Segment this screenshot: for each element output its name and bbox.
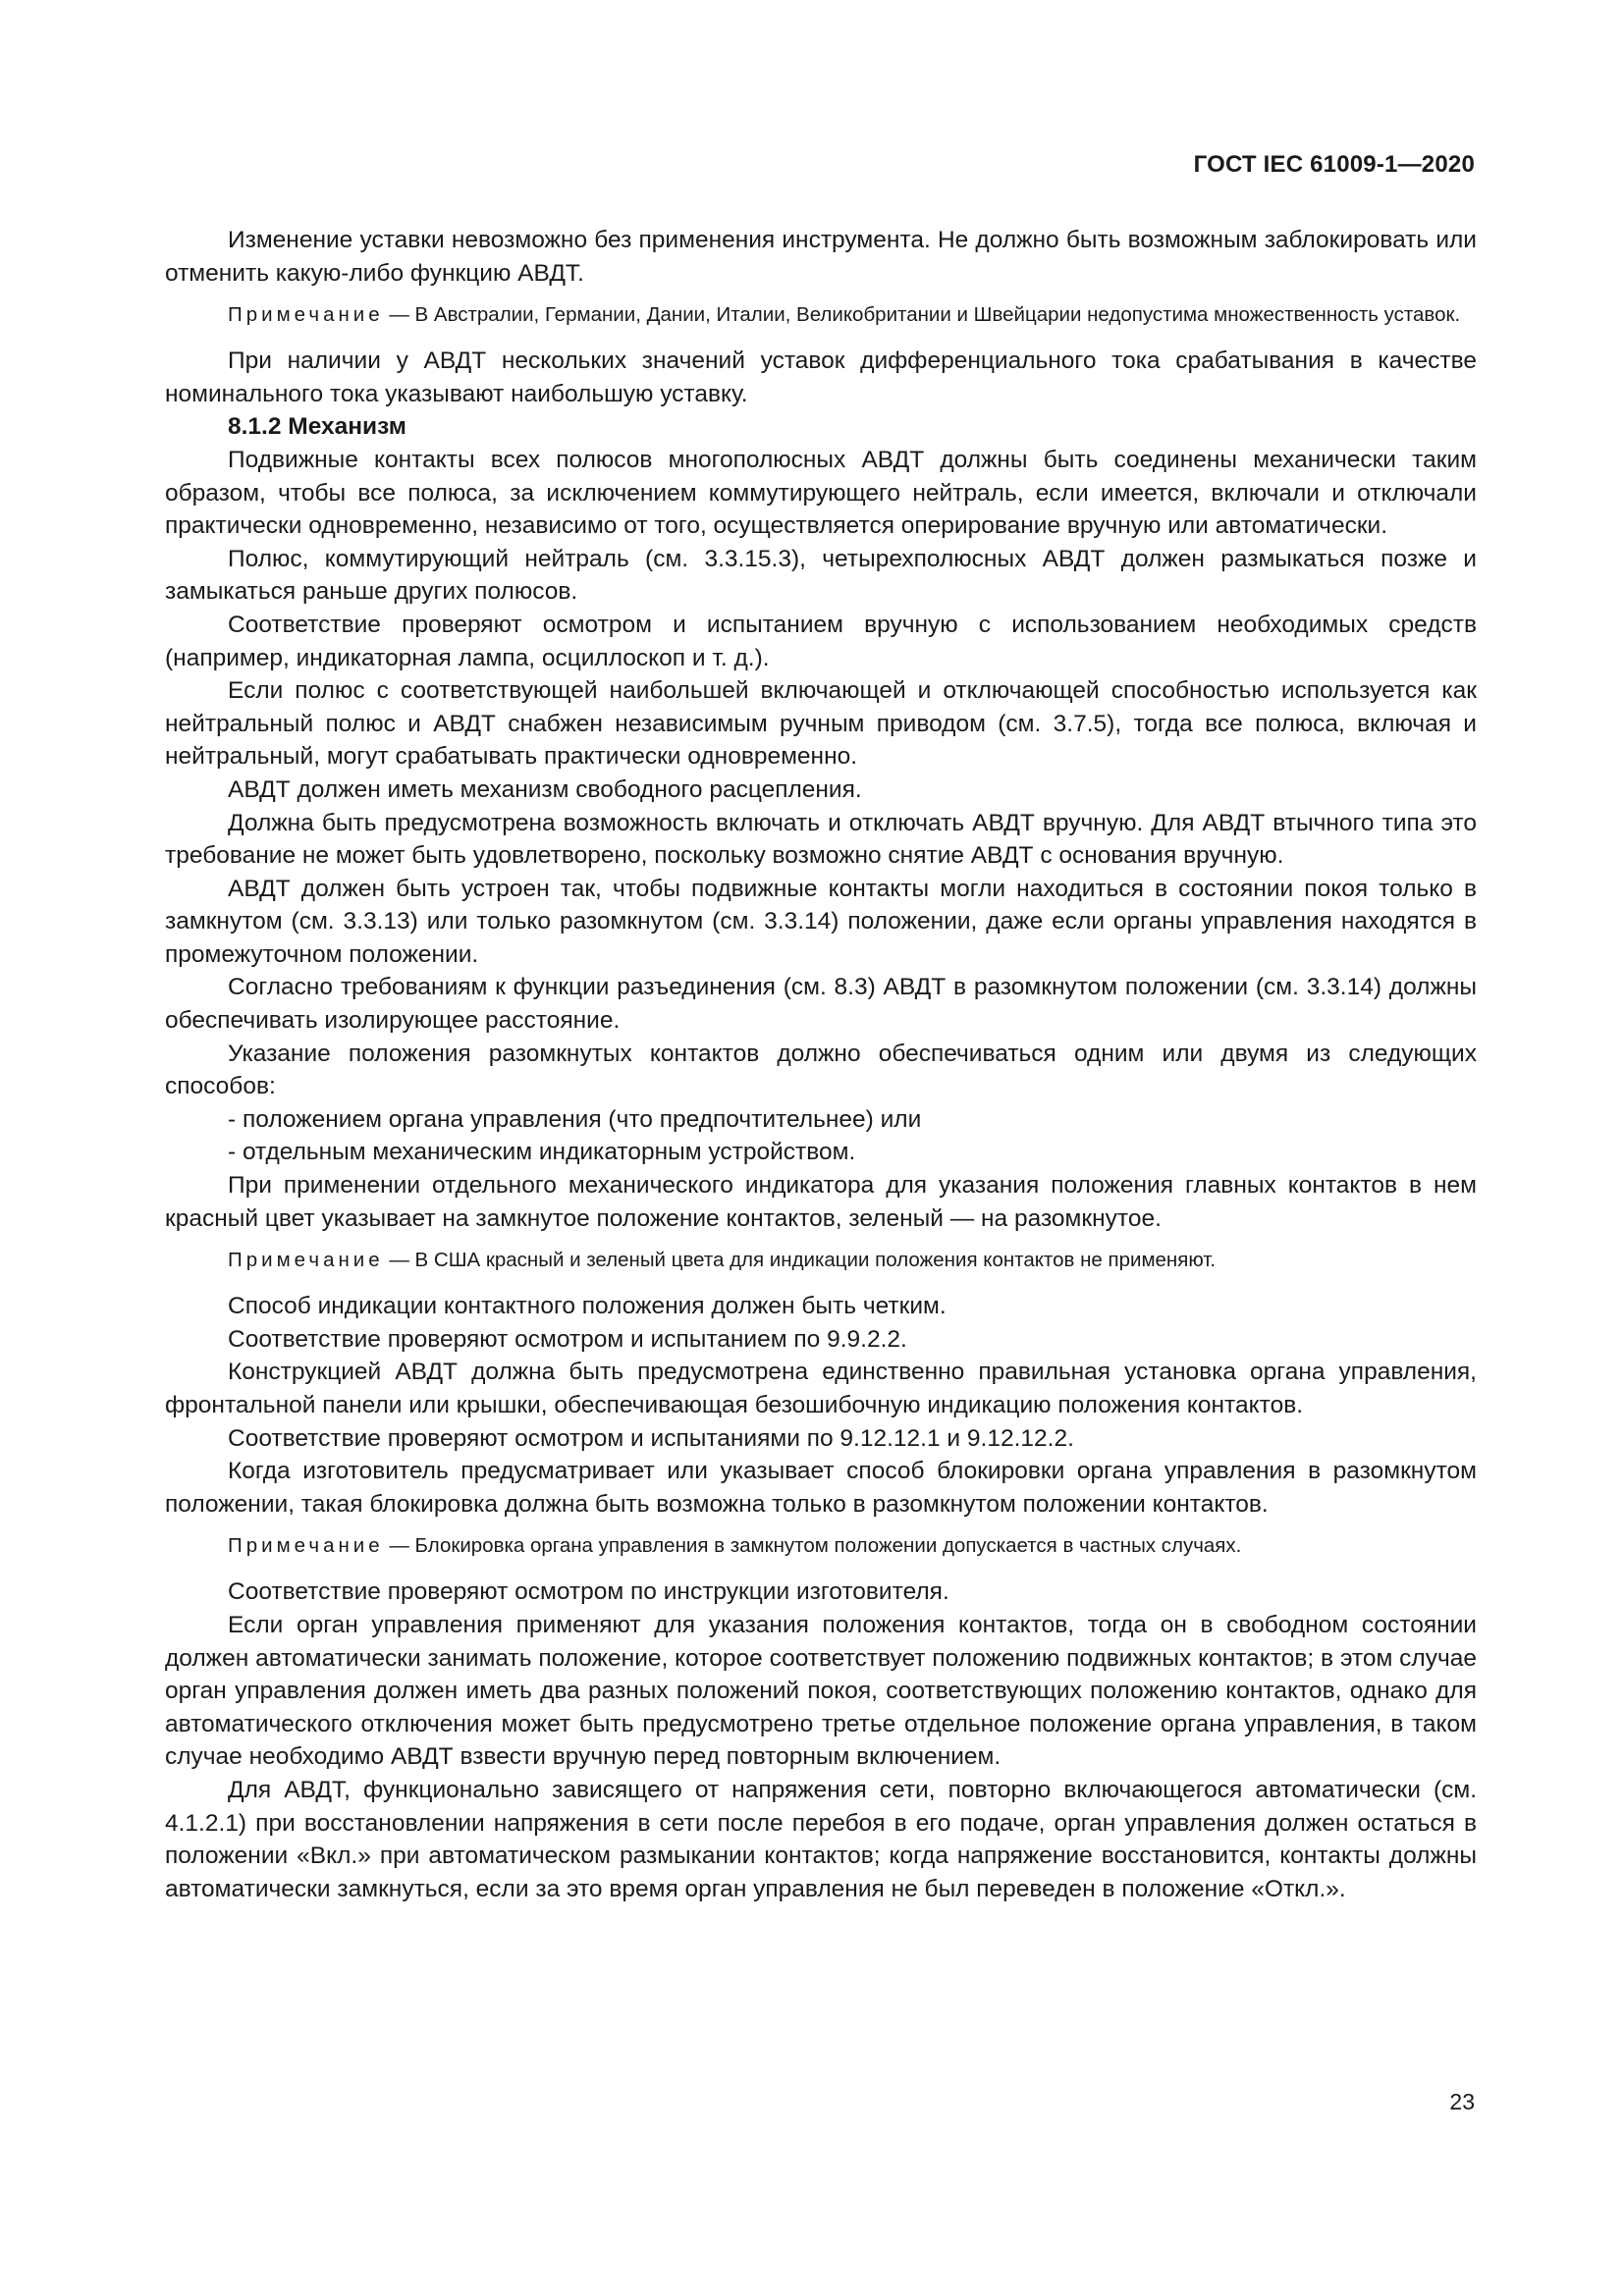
paragraph: АВДТ должен быть устроен так, чтобы подвижные контакты могли находиться в состоянии покоя только в замкнутом (см. 3.3.13) или только разомкнутом (см. 3.3.14) положении, даже если органы управления находятся в промежуточном положении.	[165, 875, 1477, 968]
paragraph: Если орган управления применяют для указания положения контактов, тогда он в свободном состоянии должен автоматически занимать положение, которое соответствует положению подвижных контактов; в этом случае орган управления должен иметь два разных положений покоя, соответствующих положению контактов, однако для автоматического отключения может быть предусмотрено третье отдельное положение органа управления, в таком случае необходимо АВДТ взвести вручную перед повторным включением.	[165, 1611, 1477, 1771]
list-item: - отдельным механическим индикаторным устройством.	[228, 1139, 856, 1166]
standard-header: ГОСТ IEC 61009-1—2020	[1193, 151, 1475, 178]
note-text: — Блокировка органа управления в замкнутом положении допускается в частных случаях.	[383, 1534, 1242, 1558]
note-text: — В США красный и зеленый цвета для индикации положения контактов не применяют.	[383, 1249, 1217, 1272]
note-text: — В Австралии, Германии, Дании, Италии, Великобритании и Швейцарии недопустима множественность уставок.	[383, 303, 1461, 327]
note-label: Примечание	[228, 1534, 384, 1558]
paragraph: Соответствие проверяют осмотром и испытаниями по 9.12.12.1 и 9.12.12.2.	[228, 1424, 1074, 1452]
list-item: - положением органа управления (что предпочтительнее) или	[228, 1105, 922, 1133]
paragraph: Изменение уставки невозможно без применения инструмента. Не должно быть возможным заблокировать или отменить какую-либо функцию АВДТ.	[165, 227, 1477, 287]
note-label: Примечание	[228, 1249, 384, 1272]
paragraph: Способ индикации контактного положения должен быть четким.	[228, 1293, 947, 1320]
paragraph: Соответствие проверяют осмотром и испытанием по 9.9.2.2.	[228, 1325, 907, 1353]
paragraph: Соответствие проверяют осмотром и испытанием вручную с использованием необходимых средств (например, индикаторная лампа, осциллоскоп и т. д.).	[165, 611, 1477, 671]
note	[165, 1246, 1477, 1274]
note	[165, 1531, 1477, 1560]
paragraph: Подвижные контакты всех полюсов многополюсных АВДТ должны быть соединены механически таким образом, чтобы все полюса, за исключением коммутирующего нейтраль, если имеется, включали и отключали практически одновременно, независимо от того, осуществляется оперирование вручную или автоматически.	[165, 446, 1477, 540]
note	[165, 300, 1477, 329]
page-number: 23	[1449, 2089, 1475, 2114]
paragraph: Полюс, коммутирующий нейтраль (см. 3.3.15.3), четырехполюсных АВДТ должен размыкаться позже и замыкаться раньше других полюсов.	[165, 545, 1477, 606]
paragraph: АВДТ должен иметь механизм свободного расцепления.	[228, 775, 862, 803]
paragraph: Указание положения разомкнутых контактов должно обеспечиваться одним или двумя из следующих способов:	[165, 1040, 1477, 1100]
note-label: Примечание	[228, 303, 384, 327]
paragraph: Согласно требованиям к функции разъединения (см. 8.3) АВДТ в разомкнутом положении (см. 3.3.14) должны обеспечивать изолирующее расстояние.	[165, 974, 1477, 1035]
document-body	[165, 224, 1477, 1905]
paragraph: Конструкцией АВДТ должна быть предусмотрена единственно правильная установка органа управления, фронтальной панели или крышки, обеспечивающая безошибочную индикацию положения контактов.	[165, 1359, 1477, 1418]
paragraph: Для АВДТ, функционально зависящего от напряжения сети, повторно включающегося автоматически (см. 4.1.2.1) при восстановлении напряжения в сети после перебоя в его подаче, орган управления должен остаться в положении «Вкл.» при автоматическом размыкании контактов; когда напряжение восстановится, контакты должны автоматически замкнуться, если за это время орган управления не был переведен в положение «Откл.».	[165, 1776, 1477, 1902]
paragraph: При наличии у АВДТ нескольких значений уставок дифференциального тока срабатывания в качестве номинального тока указывают наибольшую уставку.	[165, 347, 1477, 407]
paragraph: Когда изготовитель предусматривает или указывает способ блокировки органа управления в разомкнутом положении, такая блокировка должна быть возможна только в разомкнутом положении контактов.	[165, 1458, 1477, 1518]
paragraph: Должна быть предусмотрена возможность включать и отключать АВДТ вручную. Для АВДТ втычного типа это требование не может быть удовлетворено, поскольку возможно снятие АВДТ с основания вручную.	[165, 809, 1477, 870]
paragraph: Соответствие проверяют осмотром по инструкции изготовителя.	[228, 1578, 949, 1606]
paragraph: Если полюс с соответствующей наибольшей включающей и отключающей способностью используется как нейтральный полюс и АВДТ снабжен независимым ручным приводом (см. 3.7.5), тогда все полюса, включая и нейтральный, могут срабатывать практически одновременно.	[165, 677, 1477, 771]
paragraph: При применении отдельного механического индикатора для указания положения главных контактов в нем красный цвет указывает на замкнутое положение контактов, зеленый — на разомкнутое.	[165, 1172, 1477, 1232]
section-heading: 8.1.2 Механизм	[228, 413, 406, 441]
